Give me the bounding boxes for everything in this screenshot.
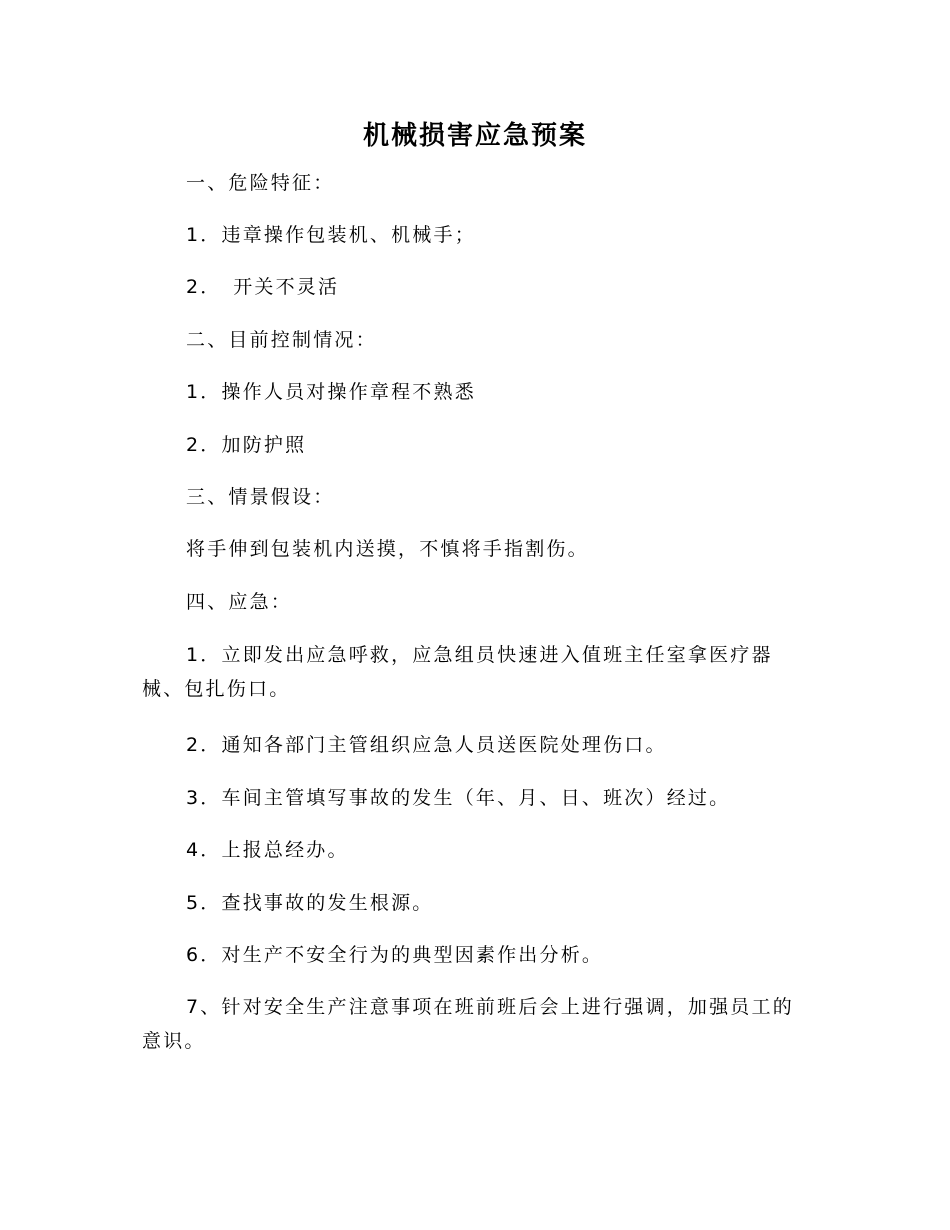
- control-item-1: 1．操作人员对操作章程不熟悉: [186, 381, 476, 403]
- section-heading-emergency: 四、应急：: [186, 591, 293, 613]
- emergency-item-7: 7、针对安全生产注意事项在班前班后会上进行强调，加强员工的意识。: [142, 996, 794, 1052]
- emergency-item-2: 2．通知各部门主管组织应急人员送医院处理伤口。: [186, 734, 667, 756]
- control-item-2: 2．加防护照: [186, 434, 307, 456]
- section-heading-hazard: 一、危险特征：: [186, 172, 335, 194]
- emergency-item-4: 4．上报总经办。: [186, 839, 349, 861]
- document-title: 机械损害应急预案: [362, 121, 587, 151]
- emergency-item-6: 6．对生产不安全行为的典型因素作出分析。: [186, 944, 604, 966]
- emergency-item-5: 5．查找事故的发生根源。: [186, 892, 434, 914]
- hazard-item-1: 1．违章操作包装机、机械手；: [186, 224, 476, 246]
- emergency-item-3: 3．车间主管填写事故的发生（年、月、日、班次）经过。: [186, 787, 731, 809]
- hazard-item-2: 2． 开关不灵活: [186, 276, 340, 298]
- emergency-item-1: 1．立即发出应急呼救，应急组员快速进入值班主任室拿医疗器械、包扎伤口。: [142, 644, 773, 700]
- section-heading-control: 二、目前控制情况：: [186, 329, 377, 351]
- scenario-text: 将手伸到包装机内送摸，不慎将手指割伤。: [186, 538, 589, 560]
- section-heading-scenario: 三、情景假设：: [186, 486, 335, 508]
